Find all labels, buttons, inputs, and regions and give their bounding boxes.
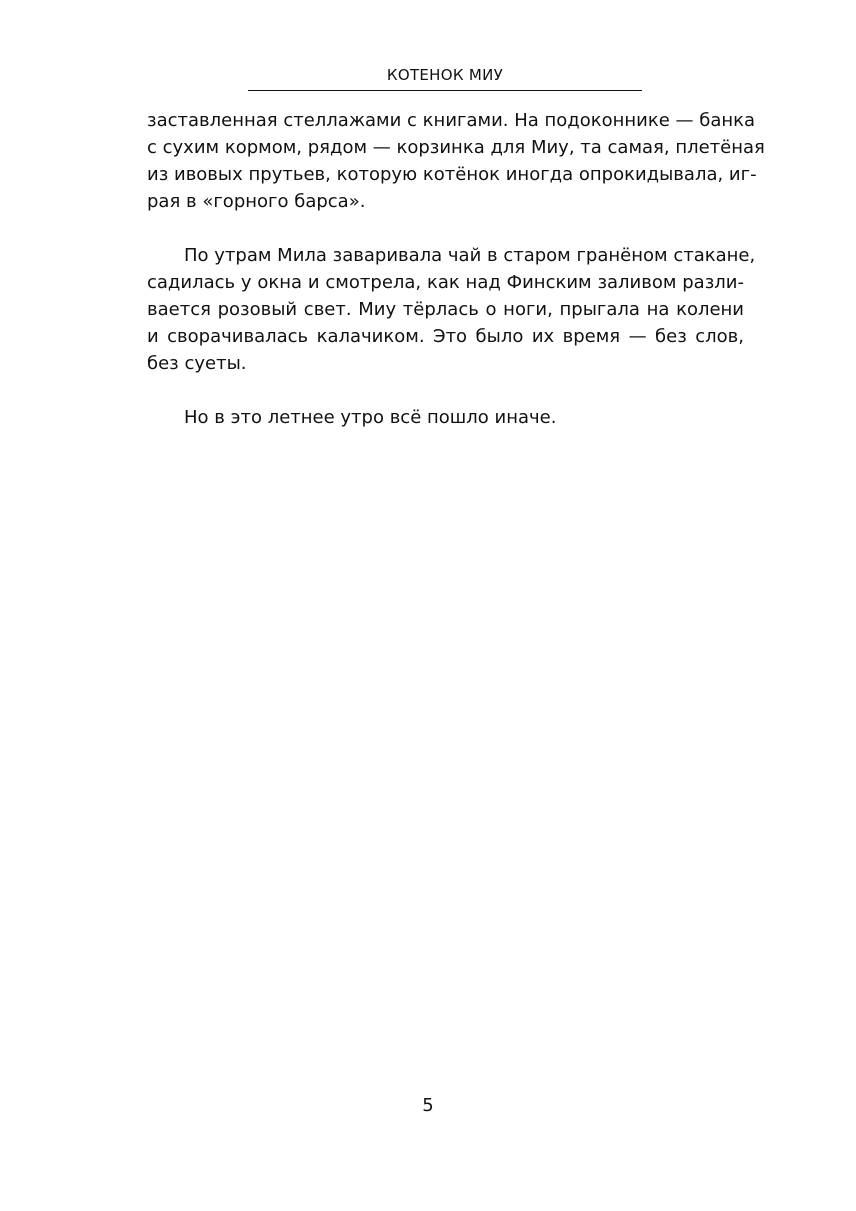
paragraph-1 — [147, 107, 765, 215]
text-line: и сворачивалась калачиком. Это было их время — без слов, — [147, 326, 744, 347]
text-line: садилась у окна и смотрела, как над Финским заливом разли- — [147, 272, 744, 293]
text-line: из ивовых прутьев, которую котёнок иногда опрокидывала, иг- — [147, 164, 757, 185]
text-line: Но в это летнее утро всё пошло иначе. — [184, 407, 557, 428]
page-number: 5 — [422, 1095, 434, 1116]
text-line: По утрам Мила заваривала чай в старом гранёном стакане, — [184, 245, 756, 266]
text-line: с сухим кормом, рядом — корзинка для Миу, та самая, плетёная — [147, 137, 765, 158]
text-line: вается розовый свет. Миу тёрлась о ноги, прыгала на колени — [147, 299, 744, 320]
text-line: заставленная стеллажами с книгами. На подоконнике — банка — [147, 110, 756, 131]
paragraph-2 — [147, 242, 756, 377]
text-line: без суеты. — [147, 353, 247, 374]
text-line: рая в «горного барса». — [147, 191, 366, 212]
header-rule — [248, 90, 642, 91]
body-text — [147, 107, 765, 431]
running-head-title: КОТЕНОК МИУ — [386, 66, 504, 84]
paragraph-3 — [147, 404, 744, 431]
